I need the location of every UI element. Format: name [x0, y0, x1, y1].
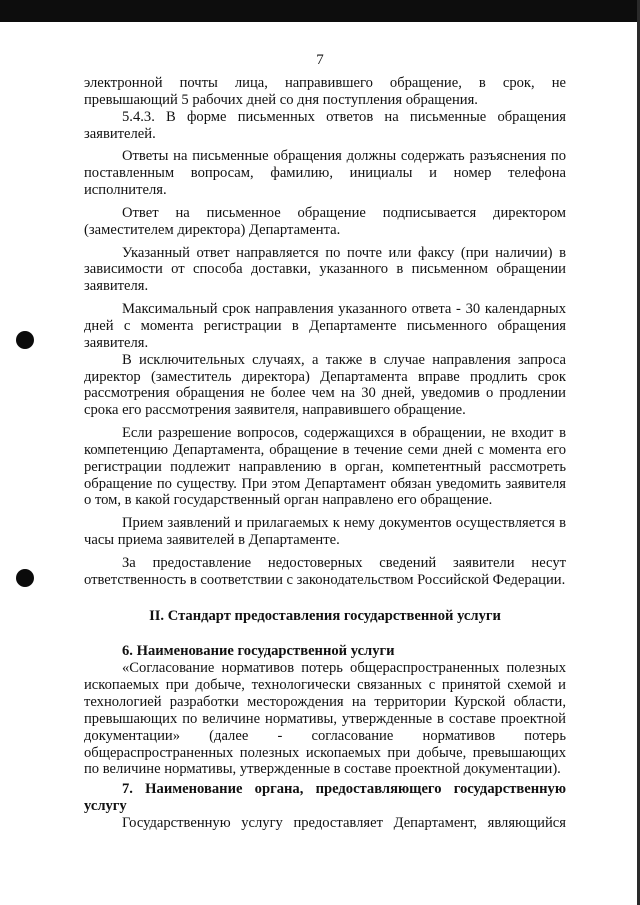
section-title: II. Стандарт предоставления государственной услуги — [149, 607, 501, 624]
subsection-7-title: 7. Наименование органа, предоставляющего государственную услугу — [84, 781, 566, 815]
document-body — [84, 75, 566, 832]
subsection-6-title: 6. Наименование государственной услуги — [122, 643, 395, 660]
paragraph: Максимальный срок направления указанного ответа - 30 календарных дней с момента регистрации в Департаменте письменного обращения заявителя. — [84, 301, 566, 351]
punch-hole-lower — [16, 569, 34, 587]
paragraph: Если разрешение вопросов, содержащихся в обращении, не входит в компетенцию Департамента, обращение в течение семи дней с момента его регистрации подлежит направлению в орган, компетентный рассмотреть обращение по существу. При этом Департамент обязан уведомить заявителя о том, в какой государственный орган направлено его обращение. — [84, 425, 566, 509]
paragraph: За предоставление недостоверных сведений заявители несут ответственность в соответствии с законодательством Российской Федерации. — [84, 554, 566, 588]
punch-hole-upper — [16, 331, 34, 349]
paragraph: Ответ на письменное обращение подписывается директором (заместителем директора) Департамента. — [84, 204, 566, 238]
paragraph: Указанный ответ направляется по почте или факсу (при наличии) в зависимости от способа доставки, указанного в письменном обращении заявителя. — [84, 244, 566, 295]
subsection-6-text: «Согласование нормативов потерь общераспространенных полезных ископаемых при добыче, технологически связанных с принятой схемой и технологией разработки месторождения на территории Курской области, превышающих по величине нормативы, утвержденные в составе проектной документации» (далее - согласование нормативов потерь общераспространенных полезных ископаемых при добыче, превышающих по величине нормативы, утвержденные в составе проектной документации). — [84, 660, 566, 778]
paragraph: 5.4.3. В форме письменных ответов на письменные обращения заявителей. — [84, 108, 566, 142]
paragraph: Прием заявлений и прилагаемых к нему документов осуществляется в часы приема заявителей в Департаменте. — [84, 515, 566, 549]
paragraph: В исключительных случаях, а также в случае направления запроса директор (заместитель директора) Департамента вправе продлить срок рассмотрения обращения не более чем на 30 дней, уведомив о продлении срока его рассмотрения заявителя, направившего обращение. — [84, 351, 566, 419]
paragraph: электронной почты лица, направившего обращение, в срок, не превышающий 5 рабочих дней со дня поступления обращения. — [84, 75, 566, 108]
page-number: 7 — [316, 52, 324, 68]
subsection-7-text: Государственную услугу предоставляет Департамент, являющийся — [122, 814, 566, 831]
paragraph: Ответы на письменные обращения должны содержать разъяснения по поставленным вопросам, фамилию, инициалы и номер телефона исполнителя. — [84, 148, 566, 199]
scan-top-border — [0, 0, 640, 22]
